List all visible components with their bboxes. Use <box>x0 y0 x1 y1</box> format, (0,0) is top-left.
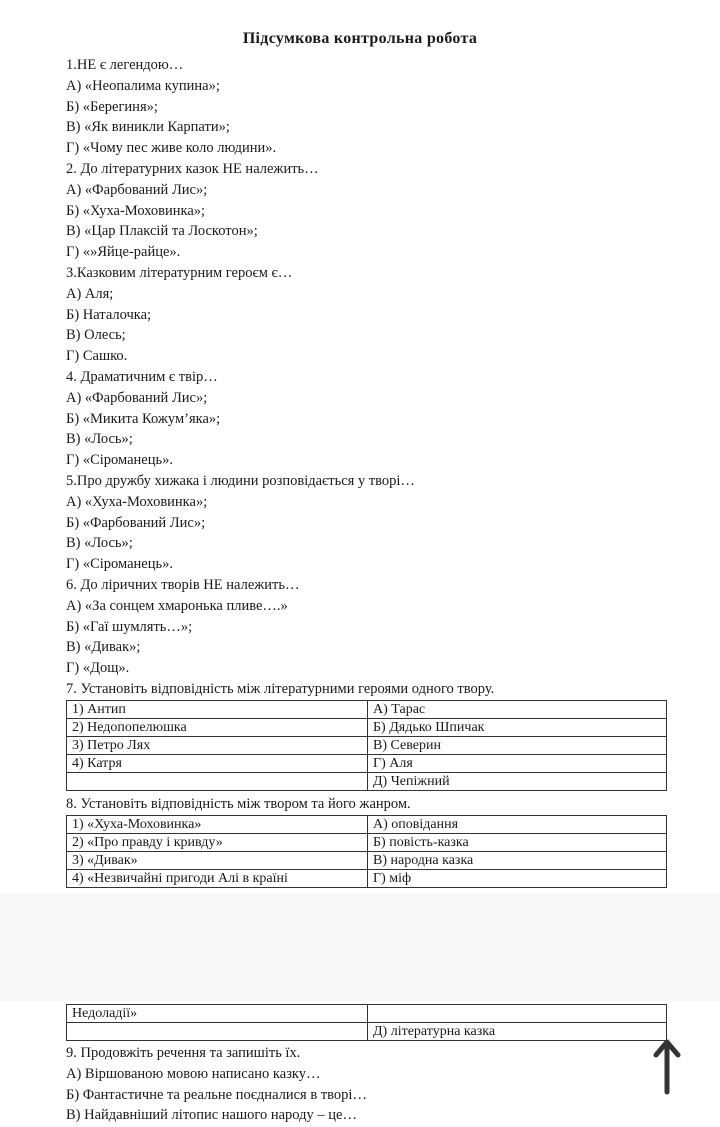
page-break-gap <box>0 893 720 1001</box>
q5-option-h: Г) «Сіроманець». <box>66 556 173 573</box>
q4-option-v: В) «Лось»; <box>66 431 133 448</box>
table-row <box>67 719 667 737</box>
q5-option-v: В) «Лось»; <box>66 535 133 552</box>
q2-option-a: А) «Фарбований Лис»; <box>66 181 208 198</box>
q2-option-b: Б) «Хуха-Моховинка»; <box>66 202 206 219</box>
q4-option-h: Г) «Сіроманець». <box>66 452 173 469</box>
q2-text: 2. До літературних казок НЕ належить… <box>66 160 319 177</box>
q7-matching-table <box>66 700 667 791</box>
table-row <box>67 1023 667 1041</box>
hero-cell: 4) Катря <box>67 755 368 773</box>
work-cell: 2) «Про правду і кривду» <box>67 834 368 852</box>
q1-option-h: Г) «Чому пес живе коло людини». <box>66 140 277 157</box>
q1-option-a: А) «Неопалима купина»; <box>66 77 220 94</box>
q4-option-b: Б) «Микита Кожум’яка»; <box>66 410 221 427</box>
q1-option-b: Б) «Берегиня»; <box>66 98 158 115</box>
q1-text: 1.НЕ є легендою… <box>66 57 184 73</box>
table-row <box>67 1005 667 1023</box>
q8-matching-table-continued <box>66 1004 667 1041</box>
work-cell: 3) «Дивак» <box>67 852 368 870</box>
q6-option-h: Г) «Дощ». <box>66 660 130 677</box>
q9-item-v: В) Найдавніший літопис нашого народу – це… <box>66 1107 357 1124</box>
q9-text: 9. Продовжіть речення та запишіть їх. <box>66 1045 301 1061</box>
q6-option-a: А) «За сонцем хмаронька пливе….» <box>66 597 288 614</box>
q6-option-b: Б) «Гаї шумлять…»; <box>66 618 193 635</box>
hero-cell: 2) Недопопелюшка <box>67 719 368 737</box>
q5-option-a: А) «Хуха-Моховинка»; <box>66 493 208 510</box>
genre-cell <box>368 1005 667 1023</box>
q4-option-a: А) «Фарбований Лис»; <box>66 389 208 406</box>
q7-text: 7. Установіть відповідність між літературними героями одного твору. <box>66 680 495 697</box>
q4-text: 4. Драматичним є твір… <box>66 368 218 385</box>
q5-option-b: Б) «Фарбований Лис»; <box>66 514 206 531</box>
q6-text: 6. До ліричних творів НЕ належить… <box>66 576 300 593</box>
table-row <box>67 834 667 852</box>
q3-option-v: В) Олесь; <box>66 327 126 344</box>
hero-match-cell: В) Северин <box>368 737 667 755</box>
hero-match-cell: Б) Дядько Шпичак <box>368 719 667 737</box>
work-cell <box>67 1023 368 1041</box>
table-row <box>67 870 667 888</box>
table-row <box>67 816 667 834</box>
genre-cell: А) оповідання <box>368 816 667 834</box>
work-cell: Недоладії» <box>67 1005 368 1023</box>
q9-item-b: Б) Фантастичне та реальне поєдналися в творі… <box>66 1086 367 1103</box>
genre-cell: Д) літературна казка <box>368 1023 667 1041</box>
q9-item-a: А) Віршованою мовою написано казку… <box>66 1065 321 1082</box>
q8-text: 8. Установіть відповідність між твором та його жанром. <box>66 796 411 812</box>
hero-cell: 3) Петро Лях <box>67 737 368 755</box>
table-row <box>67 755 667 773</box>
q5-text: 5.Про дружбу хижака і людини розповідається у творі… <box>66 472 415 489</box>
q2-option-h: Г) «»Яйце-райце». <box>66 244 181 261</box>
hero-match-cell: Д) Чепіжний <box>368 773 667 791</box>
work-cell: 1) «Хуха-Моховинка» <box>67 816 368 834</box>
work-cell: 4) «Незвичайні пригоди Алі в країні <box>67 870 368 888</box>
genre-cell: В) народна казка <box>368 852 667 870</box>
question-9 <box>66 1043 666 1126</box>
q3-option-b: Б) Наталочка; <box>66 306 152 323</box>
hero-match-cell: А) Тарас <box>368 701 667 719</box>
q2-option-v: В) «Цар Плаксій та Лоскотон»; <box>66 223 258 240</box>
genre-cell: Г) міф <box>368 870 667 888</box>
table-row <box>67 773 667 791</box>
hero-match-cell: Г) Аля <box>368 755 667 773</box>
genre-cell: Б) повість-казка <box>368 834 667 852</box>
q6-option-v: В) «Дивак»; <box>66 639 141 656</box>
q3-text: 3.Казковим літературним героєм є… <box>66 264 293 281</box>
table-row <box>67 701 667 719</box>
table-row <box>67 737 667 755</box>
q1-option-v: В) «Як виникли Карпати»; <box>66 119 230 136</box>
scroll-to-top-arrow-icon[interactable] <box>652 1036 682 1096</box>
q3-option-h: Г) Сашко. <box>66 348 128 365</box>
page-title: Підсумкова контрольна робота <box>242 30 478 47</box>
q8-matching-table <box>66 815 667 888</box>
hero-cell <box>67 773 368 791</box>
questions-1-7 <box>66 55 676 700</box>
hero-cell: 1) Антип <box>67 701 368 719</box>
q3-option-a: А) Аля; <box>66 285 114 302</box>
table-row <box>67 852 667 870</box>
